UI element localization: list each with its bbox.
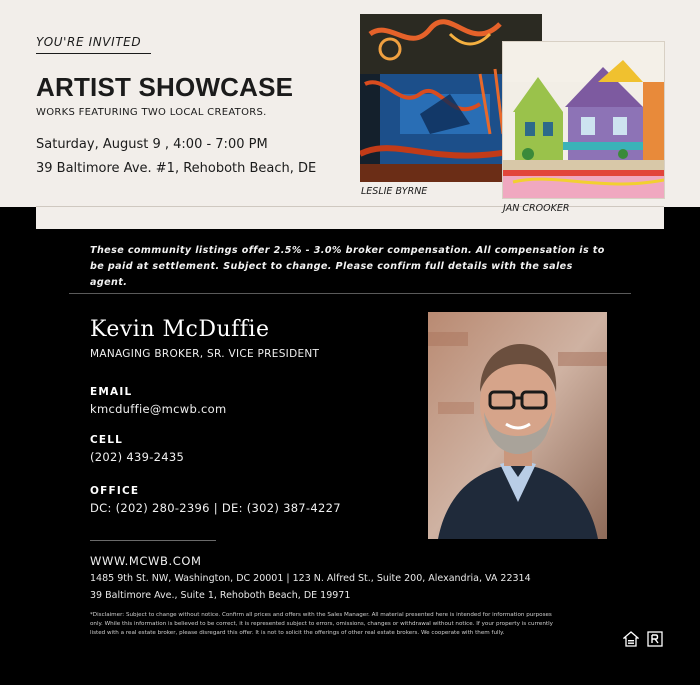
event-address: 39 Baltimore Ave. #1, Rehoboth Beach, DE	[36, 161, 317, 176]
office-label: OFFICE	[90, 485, 140, 497]
divider	[36, 53, 151, 54]
agent-role: MANAGING BROKER, SR. VICE PRESIDENT	[90, 348, 320, 360]
page-title: ARTIST SHOWCASE	[36, 72, 294, 102]
email-label: EMAIL	[90, 386, 133, 398]
realtor-icon	[647, 631, 663, 651]
email-link[interactable]: kmcduffie@mcwb.com	[90, 402, 227, 416]
agent-name: Kevin McDuffie	[90, 317, 270, 342]
divider	[69, 293, 631, 294]
artwork-houses-image	[503, 42, 664, 198]
divider	[90, 540, 216, 541]
divider	[36, 206, 664, 207]
office-phone-link[interactable]: DC: (202) 280-2396 | DE: (302) 387-4227	[90, 501, 341, 515]
compliance-logos	[623, 631, 663, 651]
cell-phone-link[interactable]: (202) 439-2435	[90, 450, 185, 464]
website-link[interactable]: WWW.MCWB.COM	[90, 554, 202, 568]
cell-label: CELL	[90, 434, 124, 446]
invitation-panel-strip	[36, 207, 664, 229]
equal-housing-icon	[623, 631, 639, 651]
artist-caption: JAN CROOKER	[503, 203, 570, 214]
artist-caption: LESLIE BYRNE	[361, 186, 428, 197]
subtitle: WORKS FEATURING TWO LOCAL CREATORS.	[36, 107, 267, 118]
event-date: Saturday, August 9 , 4:00 - 7:00 PM	[36, 137, 268, 152]
broker-compensation-note: These community listings offer 2.5% - 3.0% broker compensation. All compensation is to be paid at settlement. Subject to change. Please confirm full details with the sales agent.	[90, 245, 605, 288]
disclaimer: *Disclaimer: Subject to change without notice. Confirm all prices and offers with the Sales Manager. All material presented here is intended for information purposes only. While this information is believed to be correct, it is represented subject to errors, omissions, changes or withdrawal without notice. If your property is currently listed with a real estate broker, please disregard this offer. It is not to solicit the offerings of other real estate brokers. We cooperate with them fully.	[90, 612, 553, 636]
agent-photo	[428, 312, 607, 539]
office-addresses: 39 Baltimore Ave., Suite 1, Rehoboth Beach, DE 19971	[90, 590, 351, 601]
invite-eyebrow: YOU'RE INVITED	[36, 35, 142, 49]
office-addresses: 1485 9th St. NW, Washington, DC 20001 | 123 N. Alfred St., Suite 200, Alexandria, VA 22314	[90, 573, 531, 584]
